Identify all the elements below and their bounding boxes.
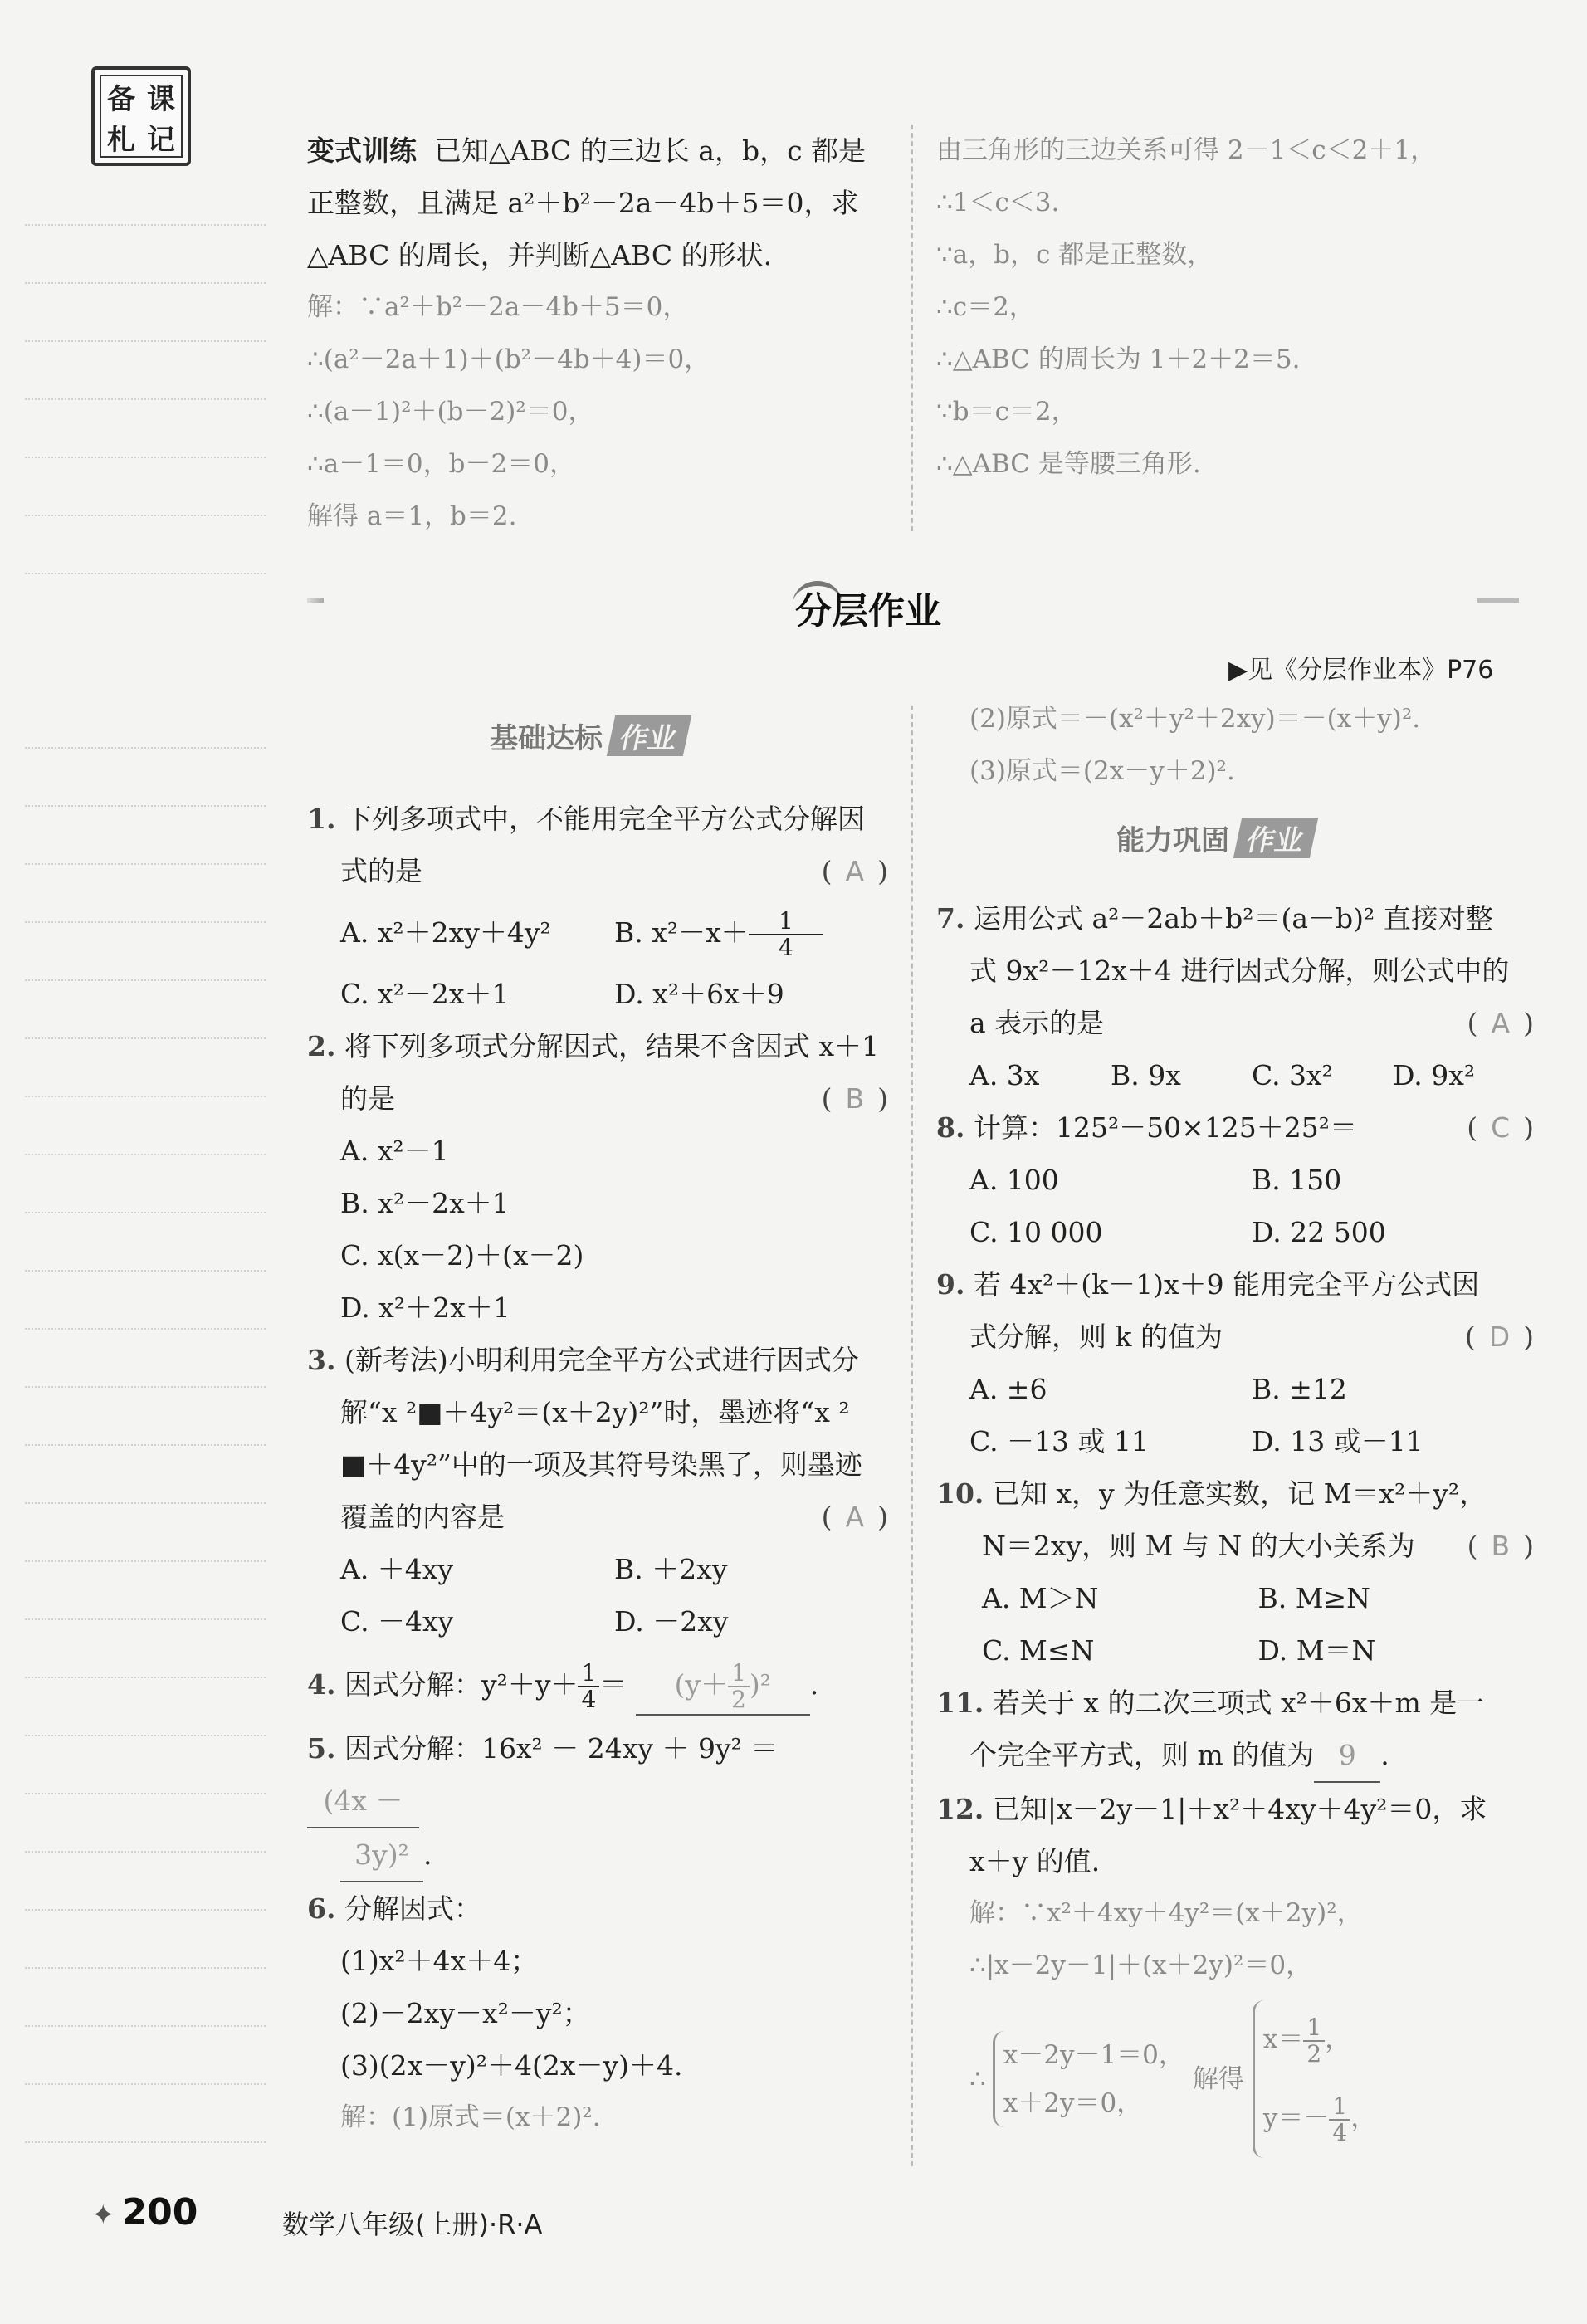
basic-section-title: 基础达标 xyxy=(490,722,603,755)
solution-line: ∴c＝2， xyxy=(936,292,1035,322)
answer-choice: ( A ) xyxy=(1467,1007,1534,1039)
column-divider xyxy=(911,124,913,531)
note-line xyxy=(25,863,266,865)
question-stem: 运用公式 a²－2ab＋b²＝(a－b)² 直接对整 xyxy=(973,902,1493,935)
note-line xyxy=(25,1096,266,1097)
sub-question: (1)x²＋4x＋4； xyxy=(340,1945,539,1977)
answer-value: A xyxy=(1491,1007,1511,1039)
question-4 xyxy=(307,1648,888,1722)
punctuation: . xyxy=(423,1838,432,1871)
variant-stem-line: △ABC 的周长，并判断△ABC 的形状. xyxy=(307,239,773,271)
note-line xyxy=(25,1270,266,1272)
option: C. －4xy xyxy=(340,1605,454,1638)
question-number: 4. xyxy=(307,1668,336,1701)
option: A. x²－1 xyxy=(340,1135,449,1167)
logo-char: 记 xyxy=(147,124,175,157)
ability-section-tag: 作业 xyxy=(1233,818,1318,858)
left-question-column xyxy=(307,793,888,2144)
footer-arrow-icon: ✦ xyxy=(91,2199,115,2232)
punctuation: . xyxy=(809,1668,819,1701)
variant-right-column xyxy=(936,124,1534,491)
solution-line: ∵a，b，c 都是正整数， xyxy=(936,240,1213,270)
section-title: 分层作业 xyxy=(795,590,941,632)
question-stem: 分解因式： xyxy=(344,1892,481,1925)
solution-line: ∴(a－1)²＋(b－2)²＝0， xyxy=(307,397,594,427)
note-line xyxy=(25,1909,266,1911)
note-line xyxy=(25,1967,266,1969)
fraction-denominator: 4 xyxy=(779,934,794,961)
option: C. M≤N xyxy=(982,1634,1095,1667)
note-line xyxy=(25,1502,266,1504)
solution-values xyxy=(1253,2000,1376,2158)
option: A. 3x xyxy=(969,1059,1040,1091)
basic-section-tag: 作业 xyxy=(607,715,691,756)
option: C. 3x² xyxy=(1252,1059,1333,1091)
solution-line: ∴a－1＝0，b－2＝0， xyxy=(307,449,575,479)
question-number: 11. xyxy=(936,1687,984,1719)
note-line xyxy=(25,2141,266,2143)
option: B. 9x xyxy=(1111,1059,1181,1091)
question-stem: 式 9x²－12x＋4 进行因式分解，则公式中的 xyxy=(969,954,1510,987)
ability-section-title: 能力巩固 xyxy=(1116,824,1229,857)
option: B. ＋2xy xyxy=(614,1553,728,1585)
question-stem: 若关于 x 的二次三项式 x²＋6x＋m 是一 xyxy=(992,1687,1485,1719)
option: B. 150 xyxy=(1252,1164,1342,1196)
punctuation: . xyxy=(1380,1739,1389,1771)
note-line xyxy=(25,1386,266,1388)
question-2 xyxy=(307,1020,888,1334)
question-stem: 将下列多项式分解因式，结果不含因式 x＋1 xyxy=(344,1030,880,1062)
page-number: 200 xyxy=(121,2191,198,2234)
logo-char: 札 xyxy=(107,124,135,157)
answer-blank[interactable]: 3y)² xyxy=(340,1828,423,1882)
solution-line: ∴△ABC 是等腰三角形. xyxy=(936,449,1201,479)
answer-blank[interactable] xyxy=(636,1656,810,1716)
basic-section-heading xyxy=(490,715,687,756)
answer-choice: ( B ) xyxy=(1467,1530,1534,1562)
fraction-denominator: 4 xyxy=(581,1686,597,1713)
solution-line: 解：∵a²＋b²－2a－4b＋5＝0， xyxy=(307,292,689,322)
question-5 xyxy=(307,1722,888,1882)
question-stem: 计算：125²－50×125＋25²＝ xyxy=(973,1111,1358,1144)
answer-choice: ( A ) xyxy=(821,1501,888,1533)
question-7 xyxy=(936,892,1534,1101)
question-number: 2. xyxy=(307,1030,336,1062)
variant-left-column xyxy=(307,124,888,543)
option: B. ±12 xyxy=(1252,1373,1347,1405)
question-stem: ■＋4y²”中的一项及其符号染黑了，则墨迹 xyxy=(340,1448,862,1481)
question-11 xyxy=(936,1677,1534,1783)
sub-question: (2)－2xy－x²－y²； xyxy=(340,1997,590,2029)
question-number: 8. xyxy=(936,1111,965,1144)
solution-line: (3)原式＝(2x－y＋2)². xyxy=(969,756,1235,786)
option: D. －2xy xyxy=(614,1605,729,1638)
option: D. 9x² xyxy=(1393,1059,1476,1091)
question-number: 9. xyxy=(936,1268,965,1301)
answer-value: D xyxy=(1488,1321,1511,1353)
note-line xyxy=(25,398,266,400)
question-1 xyxy=(307,793,888,1020)
answer-choice: ( B ) xyxy=(821,1082,888,1115)
question-stem: 下列多项式中，不能用完全平方公式分解因 xyxy=(344,803,865,835)
right-question-column xyxy=(936,693,1534,798)
solution-line: 解得 a＝1，b＝2. xyxy=(307,501,517,531)
question-number: 5. xyxy=(307,1732,336,1765)
solved-label: 解得 xyxy=(1192,2063,1244,2094)
book-title: 数学八年级(上册)·R·A xyxy=(282,2209,543,2240)
note-line xyxy=(25,1851,266,1853)
note-line xyxy=(25,1618,266,1620)
logo-char: 备 xyxy=(107,83,135,116)
note-line xyxy=(25,515,266,516)
question-number: 1. xyxy=(307,803,336,835)
column-divider xyxy=(911,706,913,2166)
solution-line: 解：(1)原式＝(x＋2)². xyxy=(340,2102,601,2132)
answer-choice: ( D ) xyxy=(1464,1321,1534,1353)
question-stem: 式分解，则 k 的值为 xyxy=(969,1321,1223,1353)
option: A. x²＋2xy＋4y² xyxy=(340,916,551,949)
question-stem: 因式分解：y²＋y＋ xyxy=(344,1668,579,1701)
equation: x－2y－1＝0， xyxy=(1003,2040,1184,2070)
equation: x＋2y＝0， xyxy=(1003,2088,1143,2118)
sub-question: (3)(2x－y)²＋4(2x－y)＋4. xyxy=(340,2049,683,2082)
question-8 xyxy=(936,1101,1534,1258)
lesson-notes-logo xyxy=(91,66,191,166)
note-line xyxy=(25,1793,266,1794)
answer-text: (y＋ xyxy=(674,1668,729,1701)
solution-line: ∴1＜c＜3. xyxy=(936,188,1060,217)
note-line xyxy=(25,2083,266,2085)
option: A. 100 xyxy=(969,1164,1059,1196)
note-line xyxy=(25,1560,266,1562)
answer-value: B xyxy=(845,1082,865,1115)
question-number: 10. xyxy=(936,1477,984,1510)
variant-stem-line: 已知△ABC 的三边长 a，b，c 都是 xyxy=(433,134,867,167)
option: C. 10 000 xyxy=(969,1216,1103,1248)
ability-section-heading xyxy=(1116,818,1314,858)
question-12 xyxy=(936,1783,1534,2158)
fraction-numerator: 1 xyxy=(749,909,824,935)
note-line xyxy=(25,747,266,749)
option: B. M≥N xyxy=(1257,1582,1371,1614)
note-line xyxy=(25,573,266,574)
note-line xyxy=(25,224,266,226)
right-question-column-lower xyxy=(936,892,1534,2158)
question-stem: 已知|x－2y－1|＋x²＋4xy＋4y²＝0，求 xyxy=(992,1793,1487,1825)
question-stem: (新考法)小明利用完全平方公式进行因式分 xyxy=(344,1344,859,1376)
option: C. －13 或 11 xyxy=(969,1425,1150,1457)
variant-stem-line: 正整数，且满足 a²＋b²－2a－4b＋5＝0，求 xyxy=(307,187,859,219)
variant-label: 变式训练 xyxy=(307,134,417,167)
solution-line: ∴△ABC 的周长为 1＋2＋2＝5. xyxy=(936,344,1301,374)
question-6 xyxy=(307,1882,888,2144)
note-line xyxy=(25,1677,266,1678)
fraction-numerator: 1 xyxy=(1303,2015,1325,2042)
note-line xyxy=(25,1328,266,1330)
question-stem: 若 4x²＋(k－1)x＋9 能用完全平方公式因 xyxy=(973,1268,1480,1301)
note-line xyxy=(25,979,266,981)
note-line xyxy=(25,921,266,923)
note-line xyxy=(25,1212,266,1213)
option: D. 13 或－11 xyxy=(1252,1425,1423,1457)
solution-line: ∴|x－2y－1|＋(x＋2y)²＝0， xyxy=(969,1950,1312,1980)
option: B. x²－2x＋1 xyxy=(340,1187,510,1219)
option: C. x²－2x＋1 xyxy=(340,978,510,1010)
note-line xyxy=(25,456,266,458)
option: D. x²＋2x＋1 xyxy=(340,1291,510,1324)
answer-value: A xyxy=(845,1501,865,1533)
fraction-denominator: 4 xyxy=(1332,2118,1348,2146)
solution-line: ∴(a²－2a＋1)＋(b²－4b＋4)＝0， xyxy=(307,344,710,374)
fraction-denominator: 2 xyxy=(1306,2039,1322,2068)
answer-blank[interactable]: 9 xyxy=(1314,1729,1380,1783)
question-stem: 式的是 xyxy=(340,855,422,887)
note-line xyxy=(25,1038,266,1039)
question-3 xyxy=(307,1334,888,1648)
question-9 xyxy=(936,1258,1534,1467)
option: D. M＝N xyxy=(1257,1634,1376,1667)
question-number: 3. xyxy=(307,1344,336,1376)
question-10 xyxy=(936,1467,1534,1677)
note-line xyxy=(25,2025,266,2027)
note-line xyxy=(25,1154,266,1155)
answer-value: B xyxy=(1491,1530,1511,1562)
option xyxy=(614,897,888,968)
question-stem: 覆盖的内容是 xyxy=(340,1501,505,1533)
note-line xyxy=(25,1735,266,1736)
solution-y: y＝－ $\frac{1}{4}$ ， xyxy=(1262,2092,1377,2146)
question-stem: N＝2xy，则 M 与 N 的大小关系为 xyxy=(982,1530,1415,1562)
solution-line: (2)原式＝－(x²＋y²＋2xy)＝－(x＋y)². xyxy=(969,704,1421,734)
equation-system xyxy=(993,2031,1184,2127)
option: A. M＞N xyxy=(982,1582,1099,1614)
question-number: 12. xyxy=(936,1793,984,1825)
solution-line: 解：∵x²＋4xy＋4y²＝(x＋2y)²， xyxy=(969,1898,1363,1928)
solution-line: ∵b＝c＝2， xyxy=(936,397,1077,427)
fraction-denominator: 2 xyxy=(731,1686,746,1713)
solution-line: 由三角形的三边关系可得 2－1＜c＜2＋1， xyxy=(936,135,1437,165)
answer-choice: ( A ) xyxy=(821,855,888,887)
page-footer xyxy=(91,2191,198,2234)
question-stem: 个完全平方式，则 m 的值为 xyxy=(969,1739,1315,1771)
fraction-numerator: 1 xyxy=(728,1661,750,1687)
question-stem: 已知 x，y 为任意实数，记 M＝x²＋y²， xyxy=(992,1477,1487,1510)
answer-value: A xyxy=(845,855,865,887)
fraction-numerator: 1 xyxy=(578,1661,599,1687)
question-stem: a 表示的是 xyxy=(969,1007,1105,1039)
homework-book-reference-link[interactable]: ▶见《分层作业本》P76 xyxy=(1228,656,1494,685)
option: D. 22 500 xyxy=(1252,1216,1386,1248)
solution-x: x＝ $\frac{1}{2}$ ， xyxy=(1262,2013,1351,2068)
question-stem: ＝ xyxy=(599,1668,627,1701)
question-stem: 的是 xyxy=(340,1082,395,1115)
option: C. x(x－2)＋(x－2) xyxy=(340,1239,584,1272)
question-stem: 解“x ²■＋4y²＝(x＋2y)²”时，墨迹将“x ² xyxy=(340,1396,850,1428)
therefore-symbol: ∴ xyxy=(969,2063,986,2094)
question-number: 7. xyxy=(936,902,965,935)
option: D. x²＋6x＋9 xyxy=(614,978,784,1010)
notes-margin xyxy=(25,33,266,2158)
note-line xyxy=(25,805,266,807)
note-line xyxy=(25,340,266,342)
option: A. ±6 xyxy=(969,1373,1047,1405)
note-line xyxy=(25,1444,266,1446)
answer-blank[interactable]: (4x － xyxy=(307,1775,419,1828)
option: A. ＋4xy xyxy=(340,1553,454,1585)
solution-system xyxy=(936,2000,1534,2158)
logo-char: 课 xyxy=(147,83,175,116)
option-text: B. x²－x＋ xyxy=(614,916,749,949)
answer-value: C xyxy=(1491,1111,1511,1144)
question-number: 6. xyxy=(307,1892,336,1925)
answer-text: )² xyxy=(749,1668,772,1701)
fraction-numerator: 1 xyxy=(1329,2094,1350,2121)
note-line xyxy=(25,282,266,284)
question-stem: 因式分解：16x² － 24xy ＋ 9y² ＝ xyxy=(344,1732,779,1765)
question-stem: x＋y 的值. xyxy=(969,1845,1101,1877)
answer-choice: ( C ) xyxy=(1467,1111,1534,1144)
